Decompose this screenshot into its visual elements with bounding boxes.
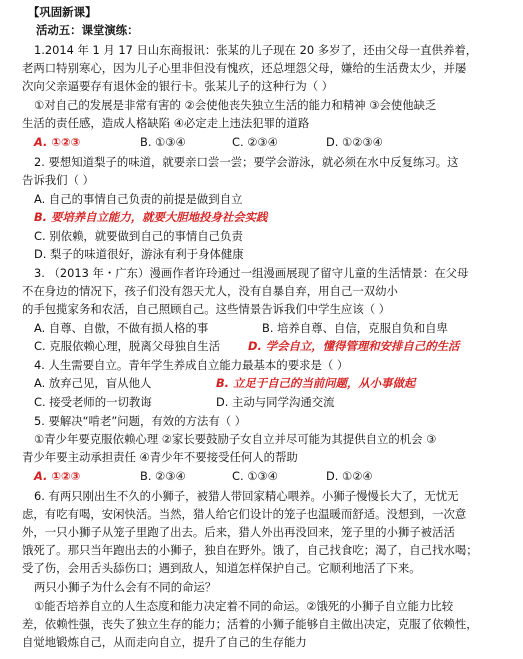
- q1-options-line-1: ①对自己的发展是非常有害的 ②会使他丧失独立生活的能力和精神 ③会使他缺乏: [34, 98, 437, 112]
- q2-option-b: B. 要培养自立能力，就要大胆地投身社会实践: [34, 210, 268, 224]
- section-heading: 【巩固新课】: [28, 5, 97, 19]
- q1-stem-line-3: 次向父亲逼要存有退休金的银行卡。张某儿子的这种行为（ ）: [22, 79, 334, 93]
- q1-choice-c: C. ②③④: [232, 135, 278, 149]
- q5-choice-b: B. ②③④: [140, 469, 186, 483]
- q5-choice-c: C. ①③④: [232, 469, 278, 483]
- q3-stem-line-1: 3. （2013 年・广东）漫画作者许玲通过一组漫画展现了留守儿童的生活情景：在父母: [34, 266, 469, 280]
- q4-option-a: A. 放弃己见，盲从他人: [34, 376, 152, 390]
- q1-stem-line-1: 1.2014 年 1 月 17 日山东商报讯：张某的儿子现在 20 多岁了，还由父母一直供养着，: [34, 43, 478, 57]
- q2-stem-line-2: 告诉我们（ ）: [22, 173, 94, 187]
- q2-option-d: D. 梨子的味道很好，游泳有利于身体健康: [34, 247, 244, 261]
- q1-choice-a: A. ①②③: [34, 135, 81, 149]
- q4-option-d: D. 主动与同学沟通交流: [216, 395, 335, 409]
- q3-option-c: C. 克服依赖心理，脱离父母独自生活: [34, 339, 221, 353]
- activity-heading: 活动五：课堂演练：: [36, 23, 139, 37]
- q5-choice-d: D. ①②④: [326, 469, 373, 483]
- q3-stem-line-2: 不在身边的情况下，孩子们没有怨天尤人，没有自暴自弃，用自己一双幼小: [22, 284, 398, 298]
- q1-choice-d: D. ①②③④: [326, 135, 383, 149]
- q2-option-a: A. 自己的事情自己负责的前提是做到自立: [34, 192, 243, 206]
- q6-passage-line-4: 饿死了。那只当年跑出去的小狮子，独自在野外。饿了，自己找食吃；渴了，自己找水喝；: [22, 543, 478, 557]
- q1-options-line-2: 生活的责任感，造成人格缺陷 ④必定走上违法犯罪的道路: [22, 116, 310, 130]
- q5-options-line-1: ①青少年要克服依赖心理 ②家长要鼓励子女自立并尽可能为其提供自立的机会 ③: [34, 432, 437, 446]
- q4-option-c: C. 接受老师的一切教诲: [34, 395, 152, 409]
- q6-question: 两只小狮子为什么会有不同的命运？: [34, 580, 217, 594]
- q6-answer-line-1: ①能否培养自立的人生态度和能力决定着不同的命运。②饿死的小狮子自立能力比较: [34, 599, 454, 613]
- q1-stem-line-2: 老两口特别寒心，因为儿子心里非但没有愧疚，还总埋怨父母，嫌给的生活费太少，并屡: [22, 61, 467, 75]
- q3-stem-line-3: 的手包揽家务和农活，自己照顾自己。这些情景告诉我们中学生应该（ ）: [22, 302, 391, 316]
- q5-stem: 5. 要解决“啃老”问题，有效的方法有（ ）: [34, 414, 247, 428]
- q3-option-a: A. 自尊、自傲，不做有损人格的事: [34, 321, 209, 335]
- q6-passage-line-1: 6. 有两只刚出生不久的小狮子，被猎人带回家精心喂养。小狮子慢慢长大了，无忧无: [34, 489, 459, 503]
- q1-choice-b: B. ①③④: [140, 135, 186, 149]
- q6-passage-line-5: 受了伤，会用舌头舔伤口；遇到敌人，知道怎样保护自己。它顺利地活了下来。: [22, 561, 421, 575]
- q6-answer-line-2: 差，依赖性强，丧失了独立生存的能力；活着的小狮子能够自主做出决定，克服了依赖性，: [22, 617, 478, 631]
- q4-option-b: B. 立足于自己的当前问题，从小事做起: [216, 376, 416, 390]
- q6-passage-line-2: 虑，有吃有喝，安闲快活。当然，猎人给它们设计的笼子也温暖而舒适。没想到，一次意: [22, 507, 467, 521]
- q4-stem: 4. 人生需要自立。青年学生养成自立能力最基本的要求是（ ）: [34, 358, 349, 372]
- q2-stem-line-1: 2. 要想知道梨子的味道，就要亲口尝一尝；要学会游泳，就必须在水中反复练习。这: [34, 155, 459, 169]
- q6-answer-line-3: 自觉地锻炼自己，从而走向自立，提升了自己的生存能力: [22, 635, 307, 649]
- q2-option-c: C. 别依赖，就要做到自己的事情自己负责: [34, 229, 243, 243]
- q3-option-b: B. 培养自尊、自信，克服自负和自卑: [262, 321, 448, 335]
- q5-options-line-2: 青少年要主动承担责任 ④青少年不要接受任何人的帮助: [22, 450, 298, 464]
- q3-option-d: D. 学会自立，懂得管理和安排自己的生活: [248, 339, 460, 353]
- q6-passage-line-3: 外，一只小狮子从笼子里跑了出去。后来，猎人外出再没回来，笼子里的小狮子被活活: [22, 525, 455, 539]
- q5-choice-a: A. ①②③: [34, 469, 81, 483]
